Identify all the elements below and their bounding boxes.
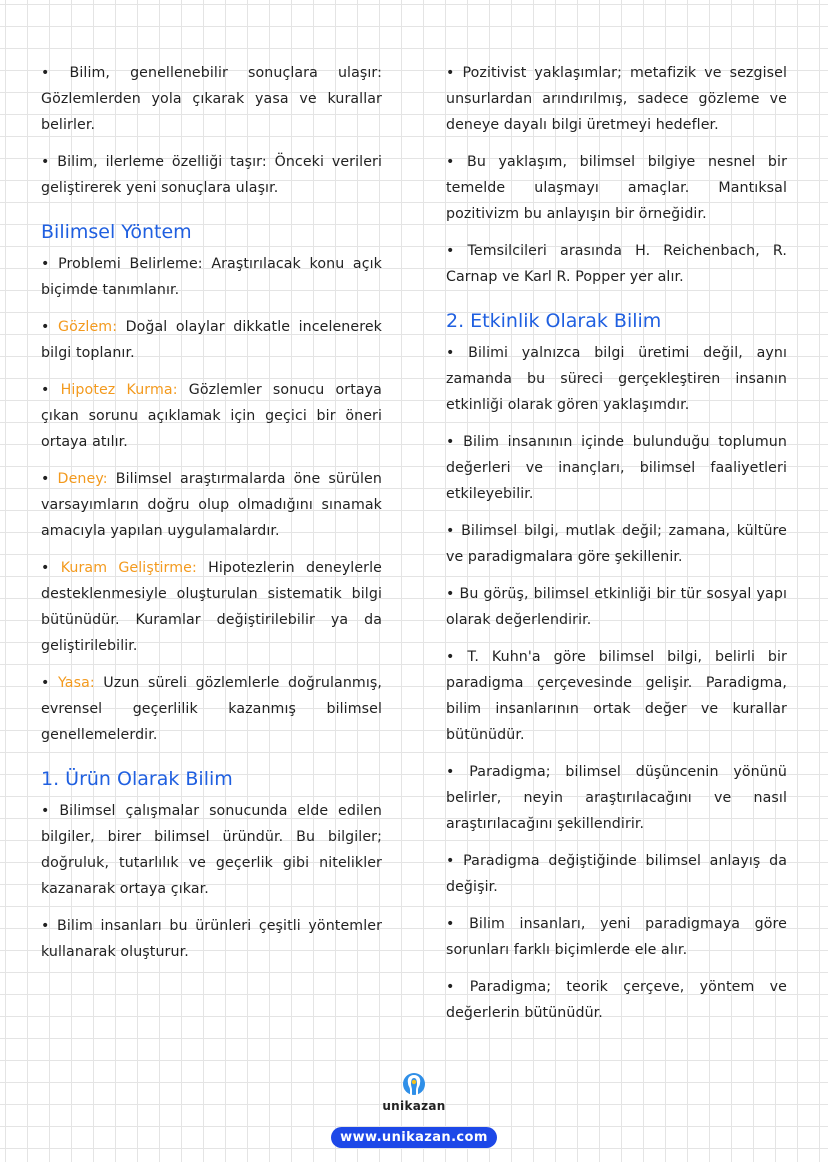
footer [0,1072,828,1148]
label-gozlem: Gözlem: [57,319,118,335]
paragraph-paradigma-yon: • Paradigma; bilimsel düşüncenin yönünü belirler, neyin araştırılacağını ve nasıl araştırılacağını şekillendirir. [446,764,787,832]
paragraph-farkli-bicim: • Bilim insanları, yeni paradigmaya göre sorunları farklı biçimlerde ele alır. [446,916,787,958]
paragraph-hipotez: • Hipotez Kurma: Gözlemler sonucu ortaya çıkan sorunu açıklamak için geçici bir öneri ortaya atılır. [41,382,382,450]
website-link[interactable]: www.unikazan.com [331,1127,497,1148]
paragraph-toplum: • Bilim insanının içinde bulunduğu toplumun değerleri ve inançları, bilimsel faaliyetleri etkileyebilir. [446,434,787,502]
label-hipotez: Hipotez Kurma: [60,382,178,398]
two-heads-brain-icon [399,1072,429,1098]
paragraph-kuram: • Kuram Geliştirme: Hipotezlerin deneylerle desteklenmesiyle oluşturulan sistematik bilgi bütünüdür. Kuramlar değiştirilebilir ya da geliştirilebilir. [41,560,382,654]
left-column [41,60,382,976]
paragraph-progress: • Bilim, ilerleme özelliği taşır: Önceki verileri geliştirerek yeni sonuçlara ulaşır. [41,154,382,196]
paragraph-mutlak-degil: • Bilimsel bilgi, mutlak değil; zamana, kültüre ve paradigmalara göre şekillenir. [446,523,787,565]
paragraph-paradigma-butun: • Paradigma; teorik çerçeve, yöntem ve değerlerin bütünüdür. [446,979,787,1021]
label-yasa: Yasa: [57,675,95,691]
paragraph-nesnel: • Bu yaklaşım, bilimsel bilgiye nesnel bir temelde ulaşmayı amaçlar. Mantıksal pozitivizm bu anlayışın bir örneğidir. [446,154,787,222]
paragraph-kuhn: • T. Kuhn'a göre bilimsel bilgi, belirli bir paradigma çerçevesinde gelişir. Paradigma, bilim insanlarının ortak değer ve kurallar bütünüdür. [446,649,787,743]
brand-name: unikazan [382,1099,446,1113]
text-hipotez: Gözlemler sonucu ortaya çıkan sorunu açıklamak için geçici bir öneri ortaya atılır. [41,382,382,450]
text-yasa: Uzun süreli gözlemlerle doğrulanmış, evrensel geçerlilik kazanmış bilimsel genellemelerdir. [41,675,382,743]
paragraph-deney: • Deney: Bilimsel araştırmalarda öne sürülen varsayımların doğru olup olmadığını sınamak amacıyla yapılan uygulamalardır. [41,471,382,539]
label-kuram: Kuram Geliştirme: [60,560,197,576]
paragraph-gozlem: • Gözlem: Doğal olaylar dikkatle incelenerek bilgi toplanır. [41,319,382,361]
right-column [446,60,787,1037]
paragraph-paradigma-degisim: • Paradigma değiştiğinde bilimsel anlayış da değişir. [446,853,787,895]
paragraph-yasa: • Yasa: Uzun süreli gözlemlerle doğrulanmış, evrensel geçerlilik kazanmış bilimsel genellemelerdir. [41,675,382,743]
text-gozlem: Doğal olaylar dikkatle incelenerek bilgi toplanır. [41,319,382,361]
label-deney: Deney: [57,471,108,487]
paragraph-pozitivist: • Pozitivist yaklaşımlar; metafizik ve sezgisel unsurlardan arındırılmış, sadece gözleme ve deneye dayalı bilgi üretmeyi hedefler. [446,65,787,133]
heading-etkinlik-olarak-bilim: 2. Etkinlik Olarak Bilim [446,310,662,332]
paragraph-yontemler: • Bilim insanları bu ürünleri çeşitli yöntemler kullanarak oluşturur. [41,918,382,960]
heading-bilimsel-yontem: Bilimsel Yöntem [41,221,192,243]
paragraph-generalizable: • Bilim, genellenebilir sonuçlara ulaşır: Gözlemlerden yola çıkarak yasa ve kurallar belirler. [41,65,382,133]
paragraph-sosyal-yapi: • Bu görüş, bilimsel etkinliği bir tür sosyal yapı olarak değerlendirir. [446,586,787,628]
paragraph-bilimsel-urun: • Bilimsel çalışmalar sonucunda elde edilen bilgiler, birer bilimsel üründür. Bu bilgiler; doğruluk, tutarlılık ve geçerlik gibi nitelikler kazanarak ortaya çıkar. [41,803,382,897]
paragraph-problem: • Problemi Belirleme: Araştırılacak konu açık biçimde tanımlanır. [41,256,382,298]
text-deney: Bilimsel araştırmalarda öne sürülen varsayımların doğru olup olmadığını sınamak amacıyla yapılan uygulamalardır. [41,471,382,539]
paragraph-etkinlik: • Bilimi yalnızca bilgi üretimi değil, aynı zamanda bu süreci gerçekleştiren insanın etkinliği olarak gören yaklaşımdır. [446,345,787,413]
heading-urun-olarak-bilim: 1. Ürün Olarak Bilim [41,768,233,790]
paragraph-temsilciler: • Temsilcileri arasında H. Reichenbach, R. Carnap ve Karl R. Popper yer alır. [446,243,787,285]
text-kuram: Hipotezlerin deneylerle desteklenmesiyle oluşturulan sistematik bilgi bütünüdür. Kuramlar değiştirilebilir ya da geliştirilebilir. [41,560,382,654]
